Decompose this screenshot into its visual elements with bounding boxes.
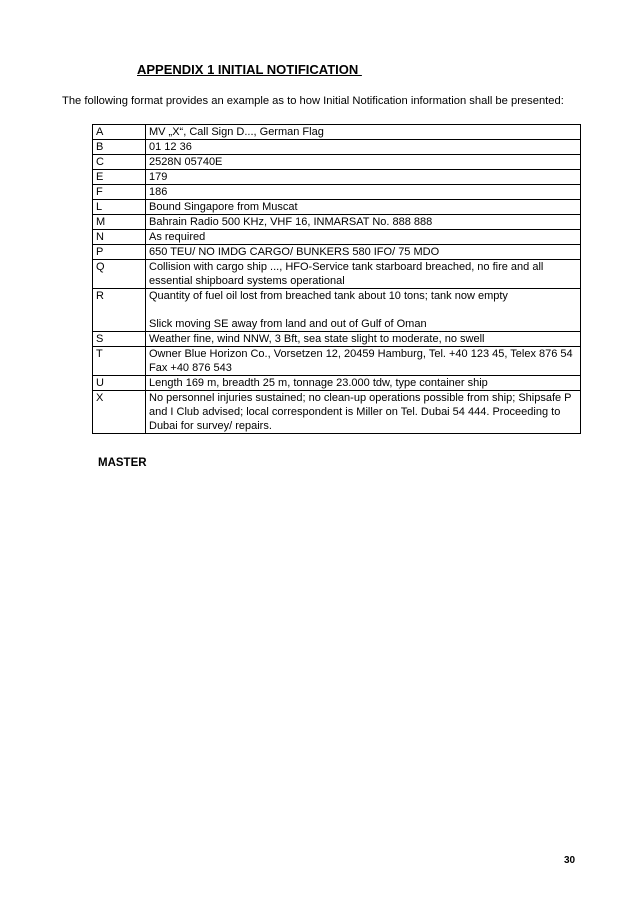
row-text-line: Bound Singapore from Muscat [149,201,298,213]
row-text [146,185,581,200]
page-number: 30 [564,855,576,866]
row-text [146,347,581,376]
row-text [146,391,581,434]
table-row [93,170,581,185]
row-text [146,125,581,140]
row-code: A [93,125,146,140]
table-row [93,376,581,391]
table-row [93,347,581,376]
table-row [93,245,581,260]
row-code: F [93,185,146,200]
row-text-line: Bahrain Radio 500 KHz, VHF 16, INMARSAT No. 888 888 [149,216,433,228]
appendix-heading: APPENDIX 1 INITIAL NOTIFICATION [137,62,362,77]
table-row [93,332,581,347]
table-row [93,155,581,170]
row-code: N [93,230,146,245]
row-code: T [93,347,146,376]
table-row [93,260,581,289]
row-text [146,200,581,215]
row-text [146,332,581,347]
row-text-line: Quantity of fuel oil lost from breached tank about 10 tons; tank now empty [149,290,508,302]
row-text-line: Owner Blue Horizon Co., Vorsetzen 12, 20459 Hamburg, Tel. +40 123 45, Telex 876 54 [149,348,573,360]
table-row [93,140,581,155]
row-code: P [93,245,146,260]
row-text [146,376,581,391]
row-text-line: 01 12 36 [149,141,192,153]
row-text [146,215,581,230]
row-text [146,260,581,289]
notification-table-body [93,125,581,434]
row-text-line: As required [149,231,206,243]
row-text-line: Fax +40 876 543 [149,362,232,374]
table-row [93,391,581,434]
row-text-line: Collision with cargo ship ..., HFO-Service tank starboard breached, no fire and all essential shipboard systems operational [149,261,544,287]
row-text-line: No personnel injuries sustained; no clean-up operations possible from ship; Shipsafe P and I Club advised; local correspondent is Miller on Tel. Dubai 54 444. Proceeding to Dubai for survey/ repairs. [149,392,572,432]
table-row [93,289,581,332]
row-text [146,155,581,170]
table-row [93,230,581,245]
row-text [146,140,581,155]
row-text-line: Length 169 m, breadth 25 m, tonnage 23.000 tdw, type container ship [149,377,488,389]
row-text [146,245,581,260]
row-code: R [93,289,146,332]
row-code: U [93,376,146,391]
row-text-line: 2528N 05740E [149,156,223,168]
row-text-line: 179 [149,171,168,183]
table-row [93,215,581,230]
row-code: B [93,140,146,155]
table-row [93,200,581,215]
row-code: E [93,170,146,185]
row-text-line: Weather fine, wind NNW, 3 Bft, sea state slight to moderate, no swell [149,333,485,345]
table-row [93,185,581,200]
row-text [146,289,581,332]
row-text [146,230,581,245]
row-code: Q [93,260,146,289]
table-row [93,125,581,140]
row-text-line: 650 TEU/ NO IMDG CARGO/ BUNKERS 580 IFO/ 75 MDO [149,246,440,258]
row-text [146,170,581,185]
intro-paragraph: The following format provides an example as to how Initial Notification information shall be presented: [62,95,564,107]
row-code: L [93,200,146,215]
row-text-line: MV „X“, Call Sign D..., German Flag [149,126,324,138]
row-text-line: 186 [149,186,168,198]
signature-master: MASTER [98,457,147,469]
row-code: M [93,215,146,230]
row-code: X [93,391,146,434]
initial-notification-table [92,124,581,434]
row-code: S [93,332,146,347]
row-text-line: Slick moving SE away from land and out of Gulf of Oman [149,318,427,330]
blank-line [149,303,577,317]
row-code: C [93,155,146,170]
